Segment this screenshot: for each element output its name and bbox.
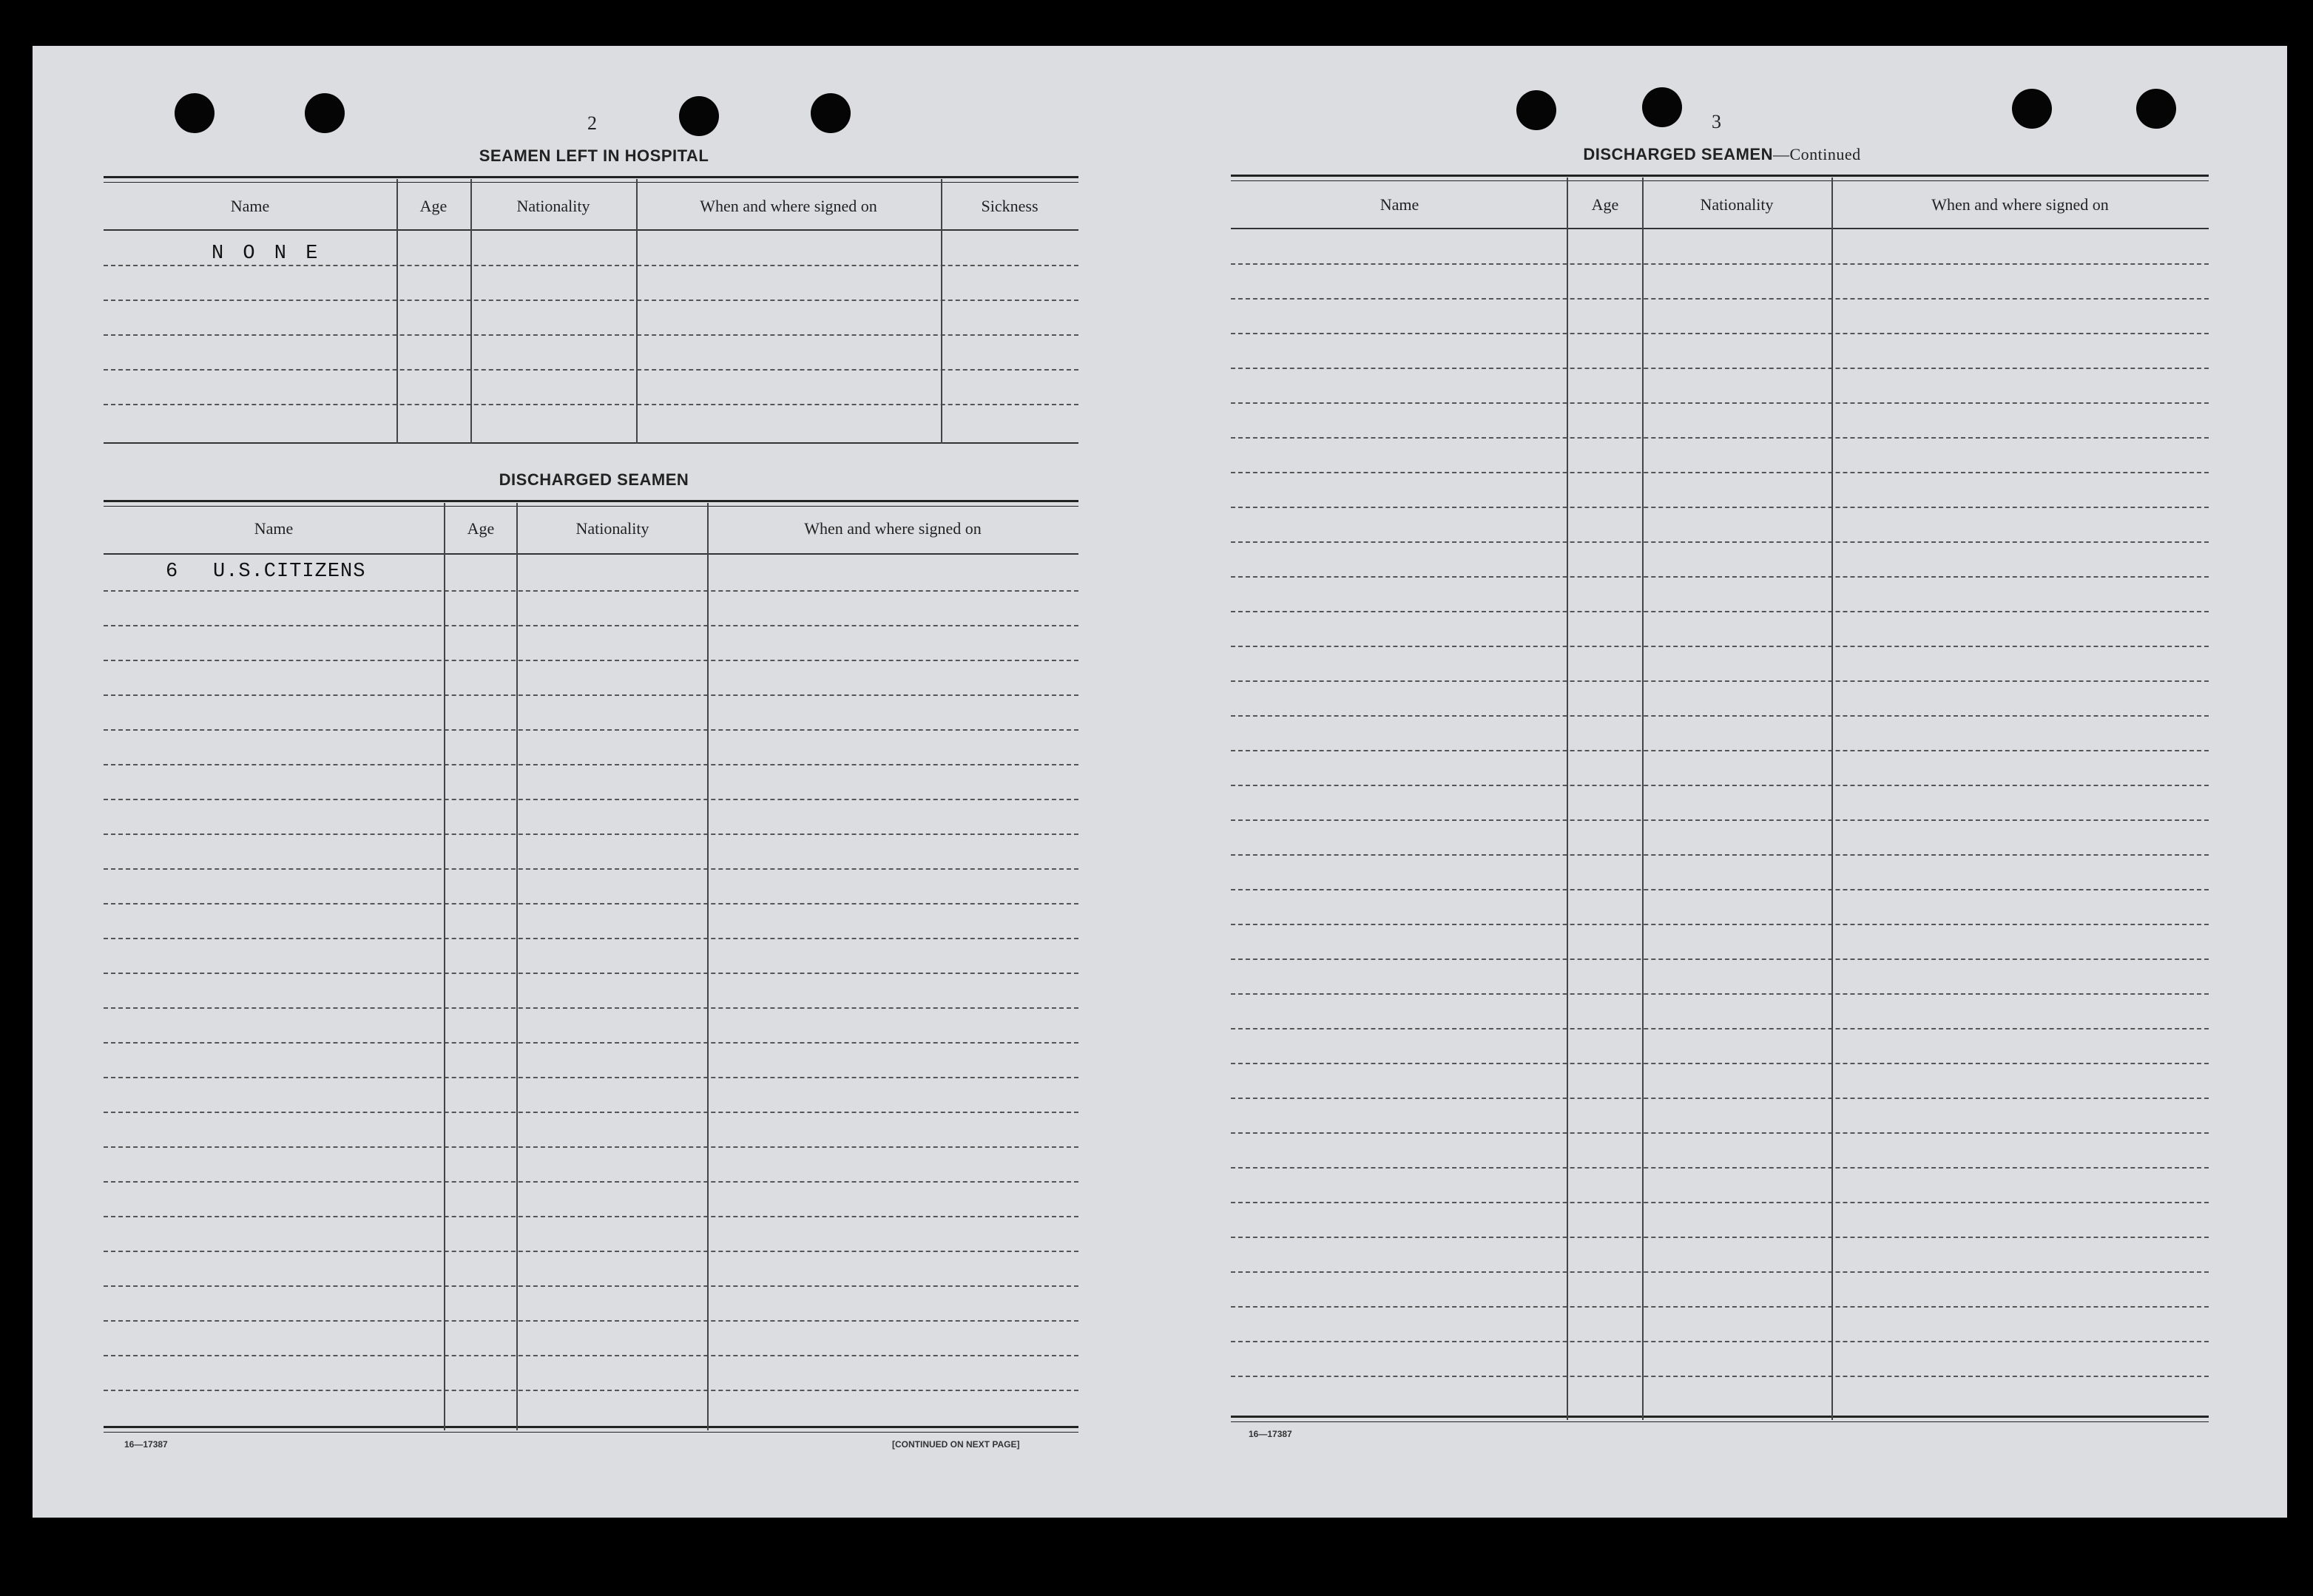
ruled-line — [104, 799, 1078, 800]
ruled-line — [1231, 889, 2209, 890]
right-col-age-header: Age — [1591, 195, 1619, 214]
ruled-line — [1231, 368, 2209, 369]
ruled-line — [1231, 715, 2209, 717]
hospital-table-bottom-rule — [104, 442, 1078, 444]
ruled-line — [104, 1390, 1078, 1391]
ruled-line — [104, 1146, 1078, 1148]
ruled-line — [1231, 1271, 2209, 1273]
hospital-col-nationality-header: Nationality — [516, 197, 590, 215]
discharged-col-nationality-header: Nationality — [575, 519, 649, 538]
hospital-col-divider — [636, 179, 638, 444]
ruled-line — [1231, 785, 2209, 786]
hospital-col-divider — [396, 179, 398, 444]
ruled-line — [1231, 576, 2209, 578]
ruled-line — [1231, 819, 2209, 821]
punch-hole — [175, 93, 215, 133]
right-table-bottom-rule — [1231, 1416, 2209, 1422]
ruled-line — [1231, 1376, 2209, 1377]
hospital-entry-none: N O N E — [212, 243, 322, 265]
ruled-line — [1231, 507, 2209, 508]
punch-hole — [679, 96, 719, 136]
right-page-number: 3 — [1712, 111, 1721, 132]
ruled-line — [104, 973, 1078, 974]
hospital-col-age-header: Age — [419, 197, 448, 215]
hospital-col-signed-on-header: When and where signed on — [700, 197, 877, 215]
form-sheet — [33, 46, 2287, 1518]
punch-hole — [1642, 87, 1682, 127]
ruled-line — [104, 1007, 1078, 1009]
ruled-line — [104, 1042, 1078, 1044]
ruled-line — [1231, 263, 2209, 265]
right-col-signed-on-header: When and where signed on — [1931, 195, 2109, 214]
hospital-col-divider — [470, 179, 472, 444]
ruled-line — [1231, 333, 2209, 334]
ruled-line — [104, 729, 1078, 731]
ruled-line — [104, 660, 1078, 661]
ruled-line — [1231, 1167, 2209, 1169]
ruled-line — [1231, 1028, 2209, 1029]
ruled-line — [104, 903, 1078, 904]
ruled-line — [1231, 680, 2209, 682]
ruled-line — [1231, 298, 2209, 300]
ruled-line — [104, 764, 1078, 765]
ruled-line — [1231, 1202, 2209, 1203]
ruled-line — [104, 300, 1078, 301]
ruled-line — [104, 1112, 1078, 1113]
ruled-line — [1231, 958, 2209, 960]
ruled-line — [1231, 1341, 2209, 1342]
ruled-line — [104, 1320, 1078, 1322]
ruled-line — [104, 404, 1078, 405]
right-col-divider — [1567, 177, 1568, 1420]
discharged-col-divider — [444, 503, 445, 1430]
discharged-header-underline — [104, 553, 1078, 555]
ruled-line — [104, 1216, 1078, 1217]
ruled-line — [104, 1355, 1078, 1356]
discharged-col-name-header: Name — [254, 519, 294, 538]
ruled-line — [104, 938, 1078, 939]
right-col-name-header: Name — [1380, 195, 1419, 214]
ruled-line — [1231, 437, 2209, 439]
punch-hole — [305, 93, 345, 133]
ruled-line — [1231, 1306, 2209, 1308]
ruled-line — [104, 265, 1078, 266]
discharged-section-title: DISCHARGED SEAMEN — [499, 470, 689, 489]
hospital-section-title: SEAMEN LEFT IN HOSPITAL — [479, 146, 709, 165]
ruled-line — [1231, 472, 2209, 473]
right-title-text: DISCHARGED SEAMEN — [1583, 145, 1773, 163]
ruled-line — [104, 625, 1078, 626]
discharged-col-divider — [707, 503, 709, 1430]
ruled-line — [1231, 993, 2209, 995]
right-header-underline — [1231, 228, 2209, 229]
right-form-number: 16—17387 — [1249, 1429, 1292, 1439]
ruled-line — [1231, 1063, 2209, 1064]
ruled-line — [1231, 611, 2209, 612]
discharged-entry-text: U.S.CITIZENS — [213, 561, 366, 583]
hospital-col-divider — [941, 179, 942, 444]
discharged-entry-count: 6 — [166, 561, 182, 583]
ruled-line — [104, 1077, 1078, 1078]
ruled-line — [104, 694, 1078, 696]
discharged-table-bottom-rule — [104, 1426, 1078, 1433]
right-col-divider — [1831, 177, 1833, 1420]
ruled-line — [1231, 1132, 2209, 1134]
hospital-table-top-rule — [104, 176, 1078, 183]
punch-hole — [811, 93, 851, 133]
ruled-line — [104, 334, 1078, 336]
ruled-line — [1231, 1098, 2209, 1099]
right-table-top-rule — [1231, 175, 2209, 181]
ruled-line — [104, 1181, 1078, 1183]
hospital-col-name-header: Name — [230, 197, 270, 215]
ruled-line — [1231, 1237, 2209, 1238]
ruled-line — [104, 868, 1078, 870]
ruled-line — [1231, 924, 2209, 925]
ruled-line — [104, 1251, 1078, 1252]
ruled-line — [104, 590, 1078, 592]
punch-hole — [2136, 89, 2176, 129]
ruled-line — [104, 369, 1078, 371]
ruled-line — [104, 1285, 1078, 1287]
continued-note: [CONTINUED ON NEXT PAGE] — [892, 1439, 1020, 1450]
discharged-table-top-rule — [104, 500, 1078, 507]
ruled-line — [1231, 646, 2209, 647]
discharged-col-divider — [516, 503, 518, 1430]
left-page-number: 2 — [587, 112, 597, 134]
ruled-line — [1231, 854, 2209, 856]
right-col-divider — [1642, 177, 1644, 1420]
punch-hole — [2012, 89, 2052, 129]
right-col-nationality-header: Nationality — [1700, 195, 1774, 214]
right-section-title — [0, 145, 2213, 164]
hospital-header-underline — [104, 229, 1078, 231]
punch-hole — [1516, 90, 1556, 130]
ruled-line — [1231, 402, 2209, 404]
discharged-col-signed-on-header: When and where signed on — [804, 519, 982, 538]
ruled-line — [104, 833, 1078, 835]
ruled-line — [1231, 541, 2209, 543]
ruled-line — [1231, 750, 2209, 751]
right-title-suffix: —Continued — [1772, 145, 1861, 163]
hospital-col-sickness-header: Sickness — [981, 197, 1039, 215]
left-form-number: 16—17387 — [124, 1439, 168, 1450]
discharged-col-age-header: Age — [467, 519, 495, 538]
